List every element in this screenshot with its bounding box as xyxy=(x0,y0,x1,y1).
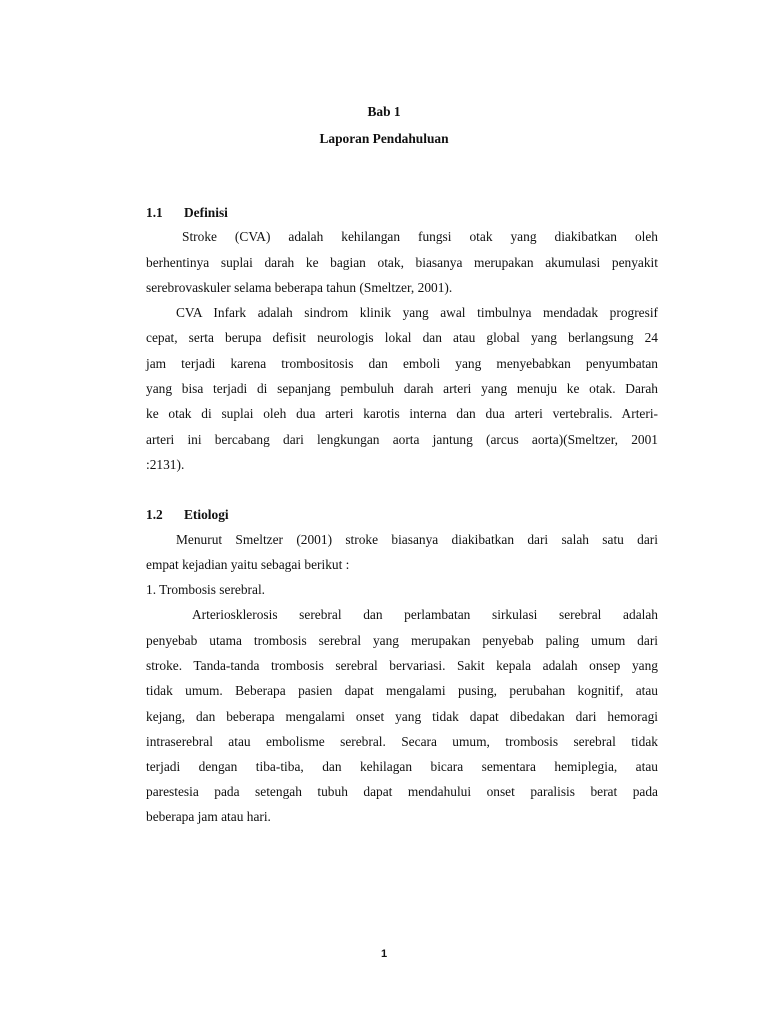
paragraph-line: jam terjadi karena trombositosis dan emboli yang menyebabkan penyumbatan xyxy=(146,356,658,371)
paragraph-line: serebrovaskuler selama beberapa tahun (Smeltzer, 2001). xyxy=(146,280,453,295)
paragraph-line: intraserebral atau embolisme serebral. Secara umum, trombosis serebral tidak xyxy=(146,734,658,749)
chapter-title: Laporan Pendahuluan xyxy=(319,131,449,146)
paragraph-line: beberapa jam atau hari. xyxy=(146,809,271,824)
section-title: Etiologi xyxy=(184,507,229,522)
section-number: 1.1 xyxy=(146,205,163,220)
paragraph-line: Arteriosklerosis serebral dan perlambatan sirkulasi serebral adalah xyxy=(192,607,658,622)
paragraph-line: stroke. Tanda-tanda trombosis serebral bervariasi. Sakit kepala adalah onsep yang xyxy=(146,658,658,673)
list-item: 1. Trombosis serebral. xyxy=(146,582,266,597)
page-number: 1 xyxy=(380,948,388,960)
section-number: 1.2 xyxy=(146,507,163,522)
paragraph-line: penyebab utama trombosis serebral yang merupakan penyebab paling umum dari xyxy=(146,633,658,648)
paragraph-line: Menurut Smeltzer (2001) stroke biasanya diakibatkan dari salah satu dari xyxy=(176,532,658,547)
paragraph-line: CVA Infark adalah sindrom klinik yang awal timbulnya mendadak progresif xyxy=(176,305,658,320)
paragraph-line: cepat, serta berupa defisit neurologis lokal dan atau global yang berlangsung 24 xyxy=(146,330,658,345)
paragraph-line: empat kejadian yaitu sebagai berikut : xyxy=(146,557,350,572)
paragraph-line: arteri ini bercabang dari lengkungan aorta jantung (arcus aorta)(Smeltzer, 2001 xyxy=(146,432,658,447)
chapter-label: Bab 1 xyxy=(367,104,401,119)
paragraph-line: tidak umum. Beberapa pasien dapat mengalami pusing, perubahan kognitif, atau xyxy=(146,683,658,698)
paragraph-line: yang bisa terjadi di sepanjang pembuluh darah arteri yang menuju ke otak. Darah xyxy=(146,381,658,396)
section-title: Definisi xyxy=(184,205,228,220)
paragraph-line: parestesia pada setengah tubuh dapat mendahului onset paralisis berat pada xyxy=(146,784,658,799)
paragraph-line: kejang, dan beberapa mengalami onset yang tidak dapat dibedakan dari hemoragi xyxy=(146,709,658,724)
paragraph-line: berhentinya suplai darah ke bagian otak, biasanya merupakan akumulasi penyakit xyxy=(146,255,658,270)
paragraph-line: terjadi dengan tiba-tiba, dan kehilagan bicara sementara hemiplegia, atau xyxy=(146,759,658,774)
section-heading-etiologi xyxy=(146,507,229,523)
paragraph-line: Stroke (CVA) adalah kehilangan fungsi otak yang diakibatkan oleh xyxy=(182,229,658,244)
paragraph-line: :2131). xyxy=(146,457,185,472)
section-heading-definisi xyxy=(146,205,228,221)
paragraph-line: ke otak di suplai oleh dua arteri karotis interna dan dua arteri vertebralis. Arteri- xyxy=(146,406,658,421)
